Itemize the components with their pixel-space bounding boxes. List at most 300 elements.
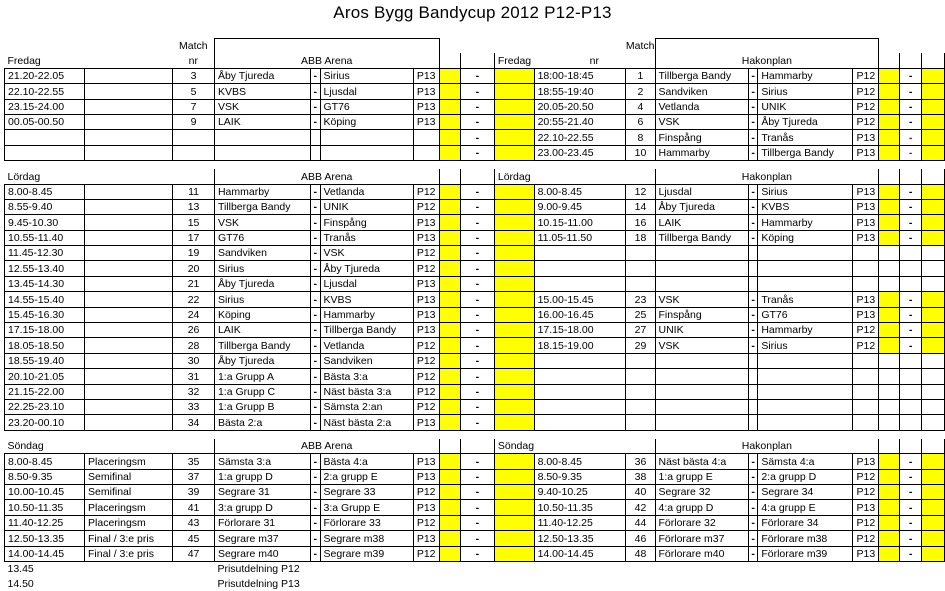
right-home-team bbox=[655, 246, 748, 261]
left-away-team: Sämsta 2:an bbox=[320, 399, 413, 414]
left-home-team: KVBS bbox=[214, 84, 310, 99]
left-away-team: Bästa 4:a bbox=[320, 454, 413, 469]
left-vs-dash: - bbox=[311, 469, 321, 484]
right-away-team bbox=[758, 261, 853, 276]
left-stage bbox=[85, 261, 173, 276]
right-score-away bbox=[921, 369, 944, 384]
left-time: 22.10-22.55 bbox=[5, 84, 85, 99]
blank-cell bbox=[879, 439, 900, 454]
left-score-home bbox=[439, 130, 460, 145]
right-class: P12 bbox=[853, 531, 879, 546]
left-stage bbox=[85, 184, 173, 199]
blank-cell bbox=[85, 576, 173, 590]
left-class: P13 bbox=[413, 215, 439, 230]
left-stage bbox=[85, 353, 173, 368]
right-home-team bbox=[655, 399, 748, 414]
blank-cell bbox=[5, 39, 85, 54]
left-score-home bbox=[439, 415, 460, 430]
left-class: P12 bbox=[413, 199, 439, 214]
left-time: 23.15-24.00 bbox=[5, 99, 85, 114]
right-class: P12 bbox=[853, 338, 879, 353]
right-time: 11.40-12.25 bbox=[534, 515, 626, 530]
right-vs-dash: - bbox=[748, 531, 758, 546]
right-score-home bbox=[879, 199, 900, 214]
right-vs-dash: - bbox=[748, 99, 758, 114]
left-match-nr: 33 bbox=[173, 399, 215, 414]
right-score-dash: - bbox=[900, 199, 921, 214]
right-score-away bbox=[921, 215, 944, 230]
right-class bbox=[853, 353, 879, 368]
left-away-team: Sandviken bbox=[320, 353, 413, 368]
right-away-team: UNIK bbox=[758, 99, 853, 114]
day-header-row bbox=[5, 439, 945, 454]
right-score-away bbox=[921, 246, 944, 261]
match-row bbox=[5, 531, 945, 546]
left-score-away bbox=[494, 500, 534, 515]
right-away-team: Sämsta 4:a bbox=[758, 454, 853, 469]
blank-cell bbox=[494, 561, 534, 576]
right-home-team bbox=[655, 415, 748, 430]
blank-cell bbox=[900, 561, 921, 576]
left-stage bbox=[85, 399, 173, 414]
left-class: P13 bbox=[413, 84, 439, 99]
left-score-dash: - bbox=[460, 500, 494, 515]
left-away-team: KVBS bbox=[320, 292, 413, 307]
right-score-dash bbox=[900, 415, 921, 430]
right-score-home bbox=[879, 323, 900, 338]
blank-cell bbox=[85, 39, 173, 54]
left-vs-dash: - bbox=[311, 292, 321, 307]
left-away-team: Sirius bbox=[320, 68, 413, 83]
left-home-team: Segrare 31 bbox=[214, 484, 310, 499]
left-score-home bbox=[439, 338, 460, 353]
blank-cell bbox=[900, 576, 921, 590]
right-match-nr: 25 bbox=[626, 307, 655, 322]
right-class bbox=[853, 384, 879, 399]
venue-header-box bbox=[214, 39, 439, 54]
right-vs-dash bbox=[748, 246, 758, 261]
left-score-dash: - bbox=[460, 215, 494, 230]
schedule-body bbox=[5, 39, 945, 591]
left-vs-dash bbox=[311, 145, 321, 160]
left-time: 21.20-22.05 bbox=[5, 68, 85, 83]
right-vs-dash: - bbox=[748, 68, 758, 83]
right-score-away bbox=[921, 323, 944, 338]
blank-cell bbox=[534, 39, 626, 54]
match-row bbox=[5, 399, 945, 414]
right-vs-dash: - bbox=[748, 130, 758, 145]
left-score-dash: - bbox=[460, 515, 494, 530]
left-match-nr: 39 bbox=[173, 484, 215, 499]
left-score-dash: - bbox=[460, 184, 494, 199]
right-score-home bbox=[879, 353, 900, 368]
left-time: 8.00-8.45 bbox=[5, 184, 85, 199]
blank-cell bbox=[534, 439, 655, 454]
blank-cell bbox=[853, 576, 879, 590]
left-score-away bbox=[494, 546, 534, 561]
left-stage bbox=[85, 215, 173, 230]
match-row bbox=[5, 353, 945, 368]
left-score-home bbox=[439, 292, 460, 307]
left-score-home bbox=[439, 230, 460, 245]
day-header-row bbox=[5, 53, 945, 68]
venue-right-label: Hakonplan bbox=[655, 53, 879, 68]
blank-cell bbox=[655, 576, 748, 590]
left-away-team: Segrare m39 bbox=[320, 546, 413, 561]
left-class bbox=[413, 130, 439, 145]
right-match-nr: 46 bbox=[626, 531, 655, 546]
day-label-right: Lördag bbox=[494, 169, 534, 184]
left-score-home bbox=[439, 353, 460, 368]
left-time: 9.45-10.30 bbox=[5, 215, 85, 230]
left-stage bbox=[85, 114, 173, 129]
left-match-nr: 15 bbox=[173, 215, 215, 230]
left-stage: Placeringsm bbox=[85, 500, 173, 515]
right-time bbox=[534, 415, 626, 430]
right-time bbox=[534, 369, 626, 384]
left-score-home bbox=[439, 199, 460, 214]
left-time: 10.50-11.35 bbox=[5, 500, 85, 515]
left-match-nr: 47 bbox=[173, 546, 215, 561]
right-home-team: Tillberga Bandy bbox=[655, 230, 748, 245]
right-match-nr: 40 bbox=[626, 484, 655, 499]
left-score-dash: - bbox=[460, 415, 494, 430]
left-vs-dash: - bbox=[311, 184, 321, 199]
left-time: 8.00-8.45 bbox=[5, 454, 85, 469]
schedule-table bbox=[4, 38, 945, 591]
blank-cell bbox=[460, 39, 494, 54]
left-score-home bbox=[439, 261, 460, 276]
left-stage bbox=[85, 292, 173, 307]
right-class: P12 bbox=[853, 114, 879, 129]
left-score-away bbox=[494, 230, 534, 245]
left-score-dash: - bbox=[460, 307, 494, 322]
left-vs-dash: - bbox=[311, 307, 321, 322]
right-score-dash: - bbox=[900, 515, 921, 530]
left-home-team: Tillberga Bandy bbox=[214, 199, 310, 214]
left-home-team: LAIK bbox=[214, 114, 310, 129]
left-class: P13 bbox=[413, 68, 439, 83]
left-vs-dash: - bbox=[311, 261, 321, 276]
left-home-team: Förlorare 31 bbox=[214, 515, 310, 530]
right-score-away bbox=[921, 454, 944, 469]
right-away-team: Förlorare m38 bbox=[758, 531, 853, 546]
left-stage bbox=[85, 68, 173, 83]
left-score-home bbox=[439, 515, 460, 530]
left-score-away bbox=[494, 276, 534, 291]
left-vs-dash: - bbox=[311, 99, 321, 114]
left-time: 14.55-15.40 bbox=[5, 292, 85, 307]
right-class: P13 bbox=[853, 145, 879, 160]
left-score-home bbox=[439, 84, 460, 99]
right-class: P13 bbox=[853, 199, 879, 214]
right-match-nr: 10 bbox=[626, 145, 655, 160]
match-row bbox=[5, 546, 945, 561]
right-match-nr: 44 bbox=[626, 515, 655, 530]
left-home-team bbox=[214, 145, 310, 160]
right-away-team bbox=[758, 353, 853, 368]
left-vs-dash: - bbox=[311, 353, 321, 368]
left-match-nr: 34 bbox=[173, 415, 215, 430]
left-vs-dash: - bbox=[311, 114, 321, 129]
right-home-team: UNIK bbox=[655, 323, 748, 338]
left-away-team: VSK bbox=[320, 246, 413, 261]
left-score-home bbox=[439, 145, 460, 160]
blank-cell bbox=[439, 439, 460, 454]
prize-ceremony-row bbox=[5, 576, 945, 590]
blank-cell bbox=[460, 169, 494, 184]
left-match-nr bbox=[173, 130, 215, 145]
right-home-team: Förlorare m37 bbox=[655, 531, 748, 546]
left-score-dash: - bbox=[460, 353, 494, 368]
left-away-team: Näst bästa 3:a bbox=[320, 384, 413, 399]
left-score-home bbox=[439, 276, 460, 291]
left-score-dash: - bbox=[460, 84, 494, 99]
left-home-team: Åby Tjureda bbox=[214, 353, 310, 368]
blank-cell bbox=[879, 561, 900, 576]
left-class: P13 bbox=[413, 276, 439, 291]
right-home-team bbox=[655, 353, 748, 368]
match-row bbox=[5, 246, 945, 261]
left-vs-dash: - bbox=[311, 384, 321, 399]
right-vs-dash: - bbox=[748, 230, 758, 245]
right-away-team: Åby Tjureda bbox=[758, 114, 853, 129]
right-score-home bbox=[879, 515, 900, 530]
right-time: 14.00-14.45 bbox=[534, 546, 626, 561]
left-match-nr: 17 bbox=[173, 230, 215, 245]
left-vs-dash: - bbox=[311, 84, 321, 99]
left-score-away bbox=[494, 307, 534, 322]
right-score-away bbox=[921, 84, 944, 99]
blank-cell bbox=[173, 439, 215, 454]
right-home-team: Hammarby bbox=[655, 145, 748, 160]
day-label-right: Söndag bbox=[494, 439, 534, 454]
left-home-team: Sandviken bbox=[214, 246, 310, 261]
section-spacer bbox=[5, 430, 945, 439]
ceremony-time: 13.45 bbox=[7, 563, 34, 576]
left-stage bbox=[85, 369, 173, 384]
left-home-team: 1:a grupp D bbox=[214, 469, 310, 484]
section-spacer-cell bbox=[5, 430, 945, 439]
right-class: P13 bbox=[853, 184, 879, 199]
left-score-dash: - bbox=[460, 130, 494, 145]
right-vs-dash: - bbox=[748, 338, 758, 353]
right-time bbox=[534, 353, 626, 368]
left-away-team: Bästa 3:a bbox=[320, 369, 413, 384]
left-score-dash: - bbox=[460, 99, 494, 114]
left-stage: Final / 3:e pris bbox=[85, 531, 173, 546]
left-stage bbox=[85, 99, 173, 114]
left-class: P13 bbox=[413, 307, 439, 322]
right-score-home bbox=[879, 99, 900, 114]
left-score-home bbox=[439, 323, 460, 338]
right-vs-dash: - bbox=[748, 307, 758, 322]
left-score-dash: - bbox=[460, 145, 494, 160]
blank-cell bbox=[173, 169, 215, 184]
left-time: 00.05-00.50 bbox=[5, 114, 85, 129]
right-time: 9.40-10.25 bbox=[534, 484, 626, 499]
left-score-away bbox=[494, 515, 534, 530]
left-stage: Placeringsm bbox=[85, 454, 173, 469]
left-score-home bbox=[439, 99, 460, 114]
right-score-home bbox=[879, 276, 900, 291]
left-score-away bbox=[494, 469, 534, 484]
left-time: 14.00-14.45 bbox=[5, 546, 85, 561]
right-score-dash: - bbox=[900, 531, 921, 546]
right-match-nr bbox=[626, 415, 655, 430]
left-time bbox=[5, 145, 85, 160]
venue-left-label: ABB Arena bbox=[214, 53, 439, 68]
right-home-team bbox=[655, 384, 748, 399]
blank-cell bbox=[921, 39, 944, 54]
blank-cell bbox=[921, 169, 944, 184]
right-class: P12 bbox=[853, 68, 879, 83]
left-match-nr: 28 bbox=[173, 338, 215, 353]
blank-cell bbox=[879, 169, 900, 184]
right-score-home bbox=[879, 184, 900, 199]
left-class bbox=[413, 145, 439, 160]
left-stage: Semifinal bbox=[85, 469, 173, 484]
right-match-nr: 38 bbox=[626, 469, 655, 484]
left-score-home bbox=[439, 546, 460, 561]
right-class: P13 bbox=[853, 307, 879, 322]
left-match-nr: 31 bbox=[173, 369, 215, 384]
right-home-team bbox=[655, 261, 748, 276]
right-score-away bbox=[921, 114, 944, 129]
match-row bbox=[5, 484, 945, 499]
left-class: P13 bbox=[413, 531, 439, 546]
right-vs-dash: - bbox=[748, 500, 758, 515]
left-match-nr: 37 bbox=[173, 469, 215, 484]
left-time: 21.15-22.00 bbox=[5, 384, 85, 399]
left-class: P13 bbox=[413, 469, 439, 484]
right-vs-dash: - bbox=[748, 145, 758, 160]
blank-cell bbox=[439, 39, 460, 54]
left-class: P13 bbox=[413, 230, 439, 245]
left-home-team: Åby Tjureda bbox=[214, 276, 310, 291]
right-time: 17.15-18.00 bbox=[534, 323, 626, 338]
match-row bbox=[5, 114, 945, 129]
blank-cell bbox=[439, 53, 460, 68]
match-row bbox=[5, 515, 945, 530]
right-score-dash bbox=[900, 399, 921, 414]
right-score-dash: - bbox=[900, 230, 921, 245]
right-away-team: Förlorare 34 bbox=[758, 515, 853, 530]
left-time: 8.50-9.35 bbox=[5, 469, 85, 484]
blank-cell bbox=[85, 561, 173, 576]
right-score-dash: - bbox=[900, 99, 921, 114]
right-time: 11.05-11.50 bbox=[534, 230, 626, 245]
right-home-team: Åby Tjureda bbox=[655, 199, 748, 214]
right-time: 10.15-11.00 bbox=[534, 215, 626, 230]
right-match-nr: 4 bbox=[626, 99, 655, 114]
left-score-dash: - bbox=[460, 369, 494, 384]
right-score-away bbox=[921, 384, 944, 399]
ceremony-time: 14.50 bbox=[7, 577, 34, 590]
right-class: P13 bbox=[853, 230, 879, 245]
left-time: 18.55-19.40 bbox=[5, 353, 85, 368]
right-score-away bbox=[921, 484, 944, 499]
left-match-nr: 13 bbox=[173, 199, 215, 214]
left-time: 12.55-13.40 bbox=[5, 261, 85, 276]
left-vs-dash: - bbox=[311, 215, 321, 230]
left-class: P12 bbox=[413, 338, 439, 353]
right-score-dash: - bbox=[900, 145, 921, 160]
left-time: 17.15-18.00 bbox=[5, 323, 85, 338]
left-away-team: Åby Tjureda bbox=[320, 261, 413, 276]
right-match-nr: 16 bbox=[626, 215, 655, 230]
right-match-nr bbox=[626, 353, 655, 368]
left-score-dash: - bbox=[460, 68, 494, 83]
right-score-away bbox=[921, 99, 944, 114]
match-row bbox=[5, 68, 945, 83]
right-vs-dash bbox=[748, 261, 758, 276]
left-score-away bbox=[494, 130, 534, 145]
right-class bbox=[853, 261, 879, 276]
right-score-home bbox=[879, 546, 900, 561]
left-score-away bbox=[494, 338, 534, 353]
left-score-away bbox=[494, 369, 534, 384]
right-score-dash bbox=[900, 353, 921, 368]
left-score-dash: - bbox=[460, 230, 494, 245]
right-score-away bbox=[921, 500, 944, 515]
left-score-dash: - bbox=[460, 469, 494, 484]
left-class: P13 bbox=[413, 454, 439, 469]
left-time: 11.45-12.30 bbox=[5, 246, 85, 261]
right-score-away bbox=[921, 546, 944, 561]
left-time: 22.25-23.10 bbox=[5, 399, 85, 414]
right-vs-dash bbox=[748, 353, 758, 368]
left-away-team bbox=[320, 145, 413, 160]
right-time: 8.50-9.35 bbox=[534, 469, 626, 484]
blank-cell bbox=[460, 576, 494, 590]
right-class: P12 bbox=[853, 99, 879, 114]
left-away-team: Tranås bbox=[320, 230, 413, 245]
left-class: P12 bbox=[413, 369, 439, 384]
right-away-team bbox=[758, 276, 853, 291]
blank-cell bbox=[758, 576, 853, 590]
left-score-dash: - bbox=[460, 399, 494, 414]
left-score-away bbox=[494, 454, 534, 469]
left-vs-dash: - bbox=[311, 500, 321, 515]
match-row bbox=[5, 145, 945, 160]
blank-cell bbox=[460, 53, 494, 68]
left-score-home bbox=[439, 454, 460, 469]
right-score-away bbox=[921, 415, 944, 430]
blank-cell bbox=[853, 561, 879, 576]
right-vs-dash bbox=[748, 276, 758, 291]
match-row bbox=[5, 130, 945, 145]
left-vs-dash: - bbox=[311, 199, 321, 214]
left-class: P12 bbox=[413, 484, 439, 499]
venue-right-label: Hakonplan bbox=[655, 439, 879, 454]
right-home-team: Sandviken bbox=[655, 84, 748, 99]
left-class: P13 bbox=[413, 415, 439, 430]
right-class: P13 bbox=[853, 546, 879, 561]
left-home-team: Åby Tjureda bbox=[214, 68, 310, 83]
left-class: P13 bbox=[413, 114, 439, 129]
ceremony-text: Prisutdelning P12 bbox=[217, 563, 300, 576]
left-home-team: Bästa 2:a bbox=[214, 415, 310, 430]
right-match-nr bbox=[626, 276, 655, 291]
right-time: 18.15-19.00 bbox=[534, 338, 626, 353]
right-time: 18:55-19:40 bbox=[534, 84, 626, 99]
match-column-label: Match bbox=[625, 40, 655, 53]
left-vs-dash: - bbox=[311, 415, 321, 430]
right-vs-dash: - bbox=[748, 515, 758, 530]
right-score-home bbox=[879, 114, 900, 129]
right-time: 12.50-13.35 bbox=[534, 531, 626, 546]
